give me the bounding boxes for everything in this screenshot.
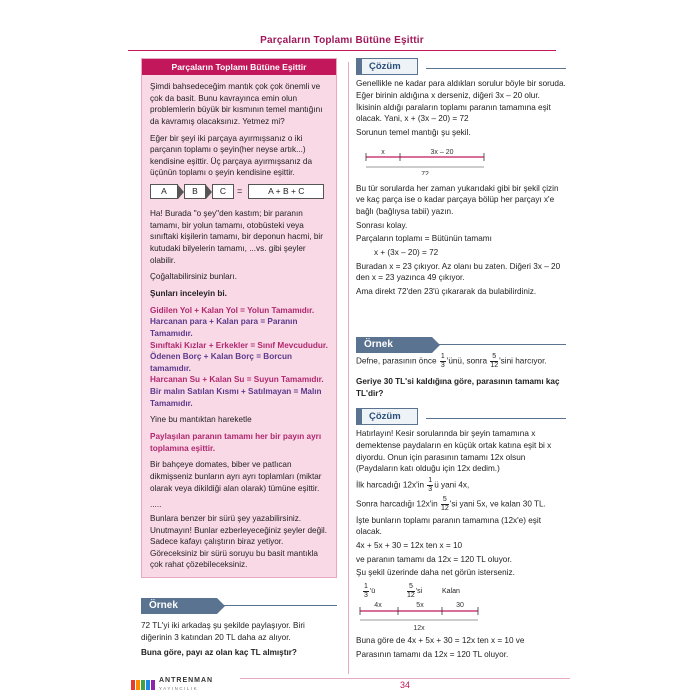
example-line: Sınıftaki Kızlar + Erkekler = Sınıf Mevcududur.: [150, 340, 328, 350]
diagram-box-sum: A + B + C: [248, 184, 324, 199]
paragraph: Yine bu mantıktan hareketle: [150, 415, 252, 425]
solution-text: Sonra harcadığı 12x'in $\frac{5}{12}$ 'si yani 5x, ve kalan 30 TL.: [356, 495, 546, 512]
solution-text: Ama direkt 72'den 23'ü çıkararak da bulabilirdiniz.: [356, 286, 537, 296]
example-line: Gidilen Yol + Kalan Yol = Yolun Tamamıdır.: [150, 305, 315, 315]
ornek-rule: [217, 605, 337, 606]
solution-text: Sonrası kolay.: [356, 220, 408, 230]
cozum-rule: [426, 68, 566, 69]
question-text: 72 TL'yi iki arkadaş şu şekilde paylaşıyor. Biri diğerinin 3 katından 20 TL daha az alıyor.: [141, 621, 305, 642]
left-column: [141, 58, 337, 659]
solution-text: Parasının tamamı da 12x = 120 TL oluyor.: [356, 649, 509, 659]
paragraph: Bir bahçeye domates, biber ve patlıcan dikmişseniz bunların ayrı ayrı toplamları (miktar olarak veya dikildiği alan olarak) tümüne eşittir.: [150, 460, 322, 493]
segment-label-kalan: Kalan: [442, 587, 460, 595]
page-header: [128, 34, 556, 51]
solution-text: Hatırlayın! Kesir sorularında bir şeyin tamamına x demektense paydaların en küçük ortak katına eşit bi x diyordu. Onun için parasının tamamı 12x olsun (Paydaların katı olduğu için 12x dedim.): [356, 429, 552, 474]
solution-text: Bu tür sorularda her zaman yukarıdaki gibi bir şekil çizin ve kaç parça ise o kadar parçaya bölüp her parçayı x'e bağlı (bağlıysa tabii) yazın.: [356, 183, 559, 216]
segment-diagram-1: [356, 145, 486, 175]
logo-text: ANTRENMAN: [159, 677, 214, 684]
question-part: 'sini harcıyor.: [499, 357, 547, 367]
cozum-label: Çözüm: [356, 58, 418, 75]
solution-text: İşte bunların toplamı paranın tamamına (12x'e) eşit olacak.: [356, 515, 541, 537]
segment-total: 12x: [413, 624, 425, 632]
page-number: 34: [240, 678, 570, 692]
paragraph: Eğer bir şeyi iki parçaya ayırmışsanız o iki parçanın toplamı o şeyin(her neyse artık...) kendisine eşittir. Üç parçaya ayırmışsanız da üçünün toplamı o şeyin kendisine eşittir.: [150, 133, 312, 178]
cozum-label: Çözüm: [356, 408, 418, 425]
diagram-box-a: A: [150, 184, 178, 199]
column-divider: [348, 62, 349, 674]
paragraph: Çoğaltabilirsiniz bunları.: [150, 272, 237, 282]
segment-label-5x: 5x: [416, 601, 424, 609]
logo-icon: [131, 680, 155, 690]
question-prompt: Buna göre, payı az olan kaç TL almıştır?: [141, 648, 297, 658]
segment-lines: [356, 599, 496, 633]
ornek-label: Örnek: [141, 598, 217, 614]
logo-subtext: YAYINCILIK: [159, 686, 199, 691]
segment-label-4x: 4x: [374, 601, 382, 609]
example-line: Bir malın Satılan Kısmı + Satılmayan = Malın Tamamıdır.: [150, 387, 322, 408]
fraction-5-12: $\frac{5}{12}$: [407, 582, 415, 599]
solution-equation: x + (3x – 20) = 72: [374, 247, 439, 257]
cozum-rule: [426, 418, 566, 419]
ornek-rule: [432, 344, 566, 345]
solution-text: Buna göre de 4x + 5x + 30 = 12x ten x = 10 ve: [356, 635, 525, 645]
page-title: Parçaların Toplamı Bütüne Eşittir: [260, 35, 424, 46]
example-line: Ödenen Borç + Kalan Borç = Borcun tamamıdır.: [150, 352, 292, 373]
fraction-5-12: $\frac{5}{12}$: [440, 495, 449, 512]
ornek-label: Örnek: [356, 337, 432, 353]
page-footer: [0, 674, 700, 700]
paragraph: .....: [150, 500, 162, 510]
question-part: 'ünü, sonra: [446, 357, 488, 367]
highlight-paragraph: Paylaşılan paranın tamamı her bir payın ayrı toplamına eşittir.: [150, 432, 322, 453]
fraction-1-3: $\frac{1}{3}$: [364, 582, 368, 599]
question-prompt: Geriye 30 TL'si kaldığına göre, parasının tamamı kaç TL'dir?: [356, 377, 560, 399]
paragraph: Şimdi bahsedeceğim mantık çok çok önemli ve çok da basit. Bunu kavrayınca emin olun problemlerin büyük bir kısmının temel mantığını da kavramış olacaksınız. Yetmez mi?: [150, 82, 323, 126]
paragraph: Şunları inceleyin bi.: [150, 288, 227, 298]
question-text: [356, 353, 566, 370]
example-line: Harcanan Su + Kalan Su = Suyun Tamamıdır.: [150, 375, 324, 385]
segment-label-x: x: [381, 148, 385, 156]
right-column: [356, 58, 566, 662]
segment-total: 72: [421, 170, 429, 175]
fraction-1-3: $\frac{1}{3}$: [440, 353, 445, 370]
info-box-title: Parçaların Toplamı Bütüne Eşittir: [142, 59, 336, 75]
solution-text: Sorunun temel mantığı şu şekil.: [356, 128, 471, 138]
diagram-box-c: C: [212, 184, 234, 199]
solution-text: Buradan x = 23 çıkıyor. Az olanı bu zaten. Diğeri 3x – 20 den x = 23 yazınca 49 çıkıyor.: [356, 261, 561, 283]
diagram-box-b: B: [184, 184, 206, 199]
solution-text: Parçaların toplamı = Bütünün tamamı: [356, 234, 492, 244]
fraction-1-3: $\frac{1}{3}$: [428, 476, 433, 493]
question-part: Defne, parasının önce: [356, 357, 437, 367]
solution-text: İlk harcadığı 12x'in $\frac{1}{3}$ ü yani 4x,: [356, 476, 470, 493]
segment-diagram-2: $\frac{1}{3}$ 'ü $\frac{5}{12}$ 'si Kalan 4x 5x 30 12x: [356, 581, 496, 633]
abc-diagram: [150, 184, 330, 199]
paragraph: Ha! Burada "o şey"den kastım; bir paranın tamamı, bir yolun tamamı, otobüsteki veya sınıftaki kişilerin tamamı, bir deponun hacmi, bir kutudaki bilyelerin tamamı, ...vs. gibi şeyler olabilir.: [150, 209, 323, 265]
segment-label-3x20: 3x – 20: [430, 148, 454, 156]
equals-sign: =: [237, 186, 243, 197]
solution-text: Şu şekil üzerinde daha net görün isterseniz.: [356, 568, 515, 578]
fraction-5-12: $\frac{5}{12}$: [490, 353, 499, 370]
segment-label-30: 30: [456, 601, 464, 609]
info-box: [141, 58, 337, 578]
solution-text: 4x + 5x + 30 = 12x ten x = 10: [356, 541, 463, 551]
example-line: Harcanan para + Kalan para = Paranın Tamamıdır.: [150, 317, 298, 338]
publisher-logo: [131, 677, 213, 693]
solution-text: ve paranın tamamı da 12x = 120 TL oluyor.: [356, 554, 512, 564]
solution-text: Genellikle ne kadar para aldıkları sorulur böyle bir soruda. Eğer birinin aldığına x derseniz, diğeri 3x – 20 olur. İkisinin aldığı paraların toplamı paranın tamamına eşit olacak. Yani, x + (3x – 20) = 72: [356, 79, 566, 124]
paragraph: Bunlara benzer bir sürü şey yazabilirsiniz. Unutmayın! Bunlar ezberleyeceğiniz şeyler değil. Sadece kafayı çalıştırın biraz yetiyor. Göreceksiniz bir sürü soruyu bu basit mantıkla çok rahat çözebileceksiniz.: [150, 513, 328, 570]
